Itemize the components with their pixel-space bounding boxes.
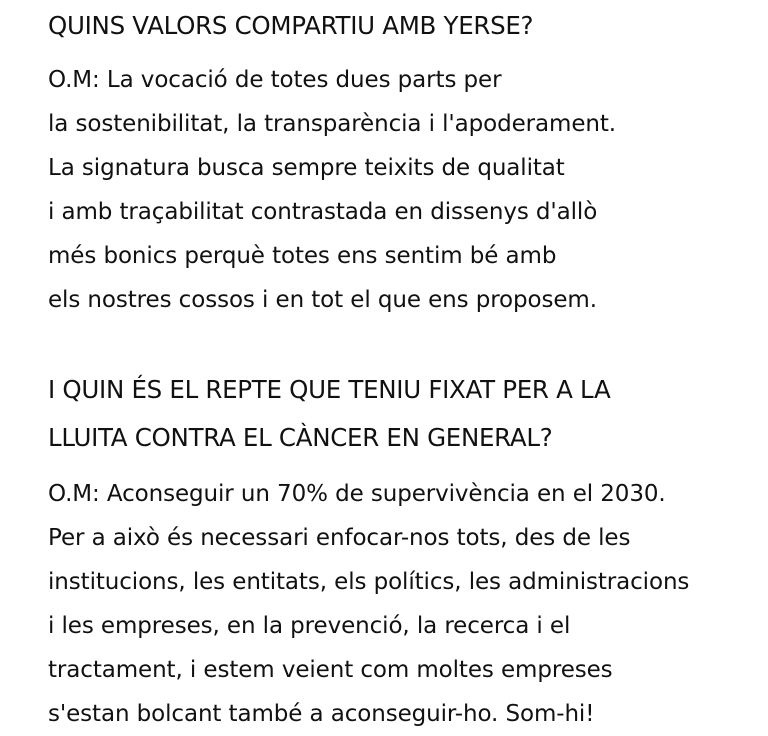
- paragraph-line: Per a això és necessari enfocar-nos tots, des de les: [48, 525, 631, 551]
- question-heading-challenge: [48, 366, 610, 462]
- paragraph-line: O.M: Aconseguir un 70% de supervivència en el 2030.: [48, 481, 666, 507]
- question-heading-values: [48, 2, 533, 50]
- answer-paragraph-challenge: [48, 472, 689, 736]
- paragraph-line: i amb traçabilitat contrastada en dissenys d'allò: [48, 199, 598, 225]
- paragraph-line: la sostenibilitat, la transparència i l'apoderament.: [48, 111, 616, 137]
- paragraph-line: tractament, i estem veient com moltes empreses: [48, 657, 613, 683]
- heading-line: QUINS VALORS COMPARTIU AMB YERSE?: [48, 11, 534, 40]
- paragraph-line: institucions, les entitats, els polítics, les administracions: [48, 569, 690, 595]
- paragraph-line: s'estan bolcant també a aconseguir-ho. Som-hi!: [48, 701, 595, 727]
- answer-paragraph-values: [48, 58, 616, 322]
- heading-line: LLUITA CONTRA EL CÀNCER EN GENERAL?: [48, 423, 553, 452]
- paragraph-line: més bonics perquè totes ens sentim bé amb: [48, 243, 557, 269]
- paragraph-line: O.M: La vocació de totes dues parts per: [48, 67, 502, 93]
- paragraph-line: i les empreses, en la prevenció, la recerca i el: [48, 613, 571, 639]
- paragraph-line: els nostres cossos i en tot el que ens proposem.: [48, 287, 597, 313]
- heading-line: I QUIN ÉS EL REPTE QUE TENIU FIXAT PER A LA: [48, 375, 611, 404]
- paragraph-line: La signatura busca sempre teixits de qualitat: [48, 155, 565, 181]
